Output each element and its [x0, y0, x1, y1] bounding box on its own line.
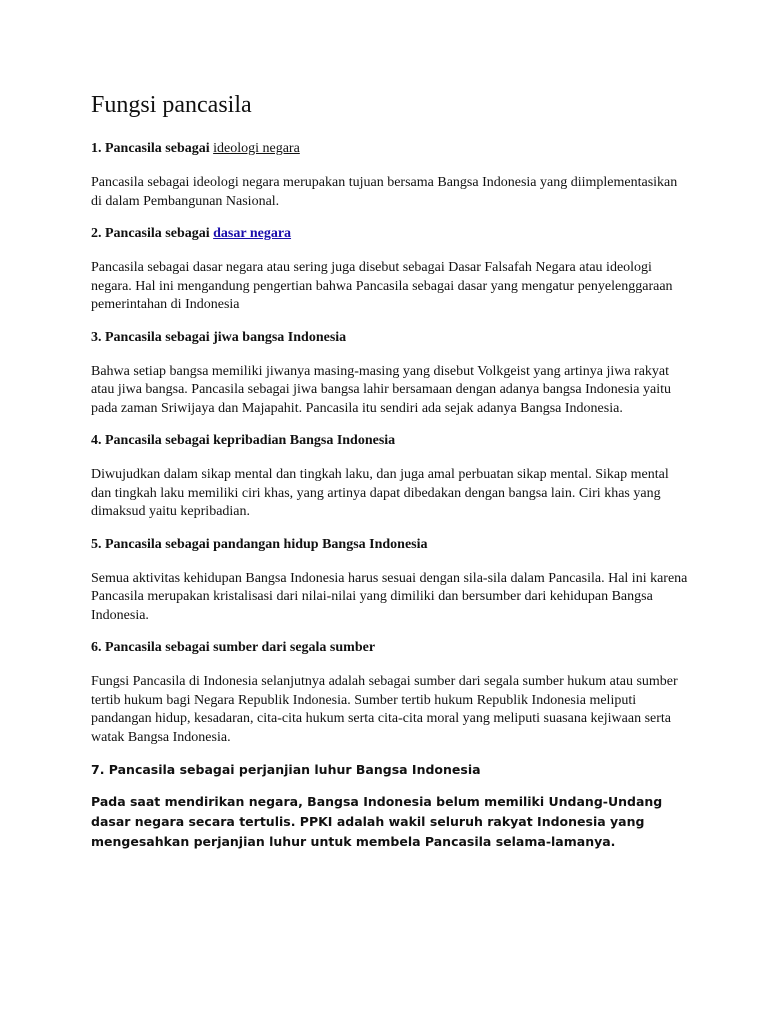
section-1-heading	[91, 140, 691, 158]
section-7-body: Pada saat mendirikan negara, Bangsa Indonesia belum memiliki Undang-Undang dasar negara secara tertulis. PPKI adalah wakil seluruh rakyat Indonesia yang mengesahkan perjanjian luhur untuk membela Pancasila selama-lamanya.	[91, 794, 663, 849]
section-7-heading: 7. Pancasila sebagai perjanjian luhur Bangsa Indonesia	[91, 762, 481, 777]
dasar-negara-link[interactable]: dasar negara	[213, 226, 292, 241]
section-2-heading-text: 2. Pancasila sebagai	[91, 226, 214, 241]
section-1-body: Pancasila sebagai ideologi negara merupakan tujuan bersama Bangsa Indonesia yang diimplementasikan di dalam Pembangunan Nasional.	[91, 175, 678, 209]
ideologi-negara-link[interactable]: ideologi negara	[213, 141, 300, 156]
section-2-body: Pancasila sebagai dasar negara atau sering juga disebut sebagai Dasar Falsafah Negara atau ideologi negara. Hal ini mengandung pengertian bahwa Pancasila sebagai dasar yang mengatur penyelenggaraan pemerintahan di Indonesia	[91, 260, 673, 312]
section-6-body: Fungsi Pancasila di Indonesia selanjutnya adalah sebagai sumber dari segala sumber hukum atau sumber tertib hukum bagi Negara Republik Indonesia. Sumber tertib hukum Republik Indonesia meliputi pandangan hidup, kesadaran, cita-cita hukum serta cita-cita moral yang meliputi suasana kejiwaan serta watak Bangsa Indonesia.	[91, 674, 678, 745]
section-1-heading-text: 1. Pancasila sebagai	[91, 141, 214, 156]
document-title: Fungsi pancasila	[91, 92, 252, 118]
document-page	[91, 90, 691, 852]
section-2-heading	[91, 225, 691, 243]
section-6-heading: 6. Pancasila sebagai sumber dari segala sumber	[91, 640, 376, 655]
section-3-heading: 3. Pancasila sebagai jiwa bangsa Indonesia	[91, 329, 347, 345]
section-5-heading: 5. Pancasila sebagai pandangan hidup Bangsa Indonesia	[91, 536, 428, 552]
section-4-body: Diwujudkan dalam sikap mental dan tingkah laku, dan juga amal perbuatan sikap mental. Sikap mental dan tingkah laku memiliki ciri khas, yang artinya dapat dibedakan dengan bangsa lain. Ciri khas yang dimaksud yaitu kepribadian.	[91, 467, 669, 519]
section-4-heading: 4. Pancasila sebagai kepribadian Bangsa Indonesia	[91, 433, 396, 448]
section-5-body: Semua aktivitas kehidupan Bangsa Indonesia harus sesuai dengan sila-sila dalam Pancasila. Hal ini karena Pancasila merupakan kristalisasi dari nilai-nilai yang dimiliki dan bersumber dari kehidupan Bangsa Indonesia.	[91, 570, 688, 623]
section-3-body: Bahwa setiap bangsa memiliki jiwanya masing-masing yang disebut Volkgeist yang artinya jiwa rakyat atau jiwa bangsa. Pancasila sebagai jiwa bangsa lahir bersamaan dengan adanya bangsa Indonesia yaitu pada zaman Sriwijaya dan Majapahit. Pancasila itu sendiri ada sejak adanya Bangsa Indonesia.	[91, 363, 672, 416]
